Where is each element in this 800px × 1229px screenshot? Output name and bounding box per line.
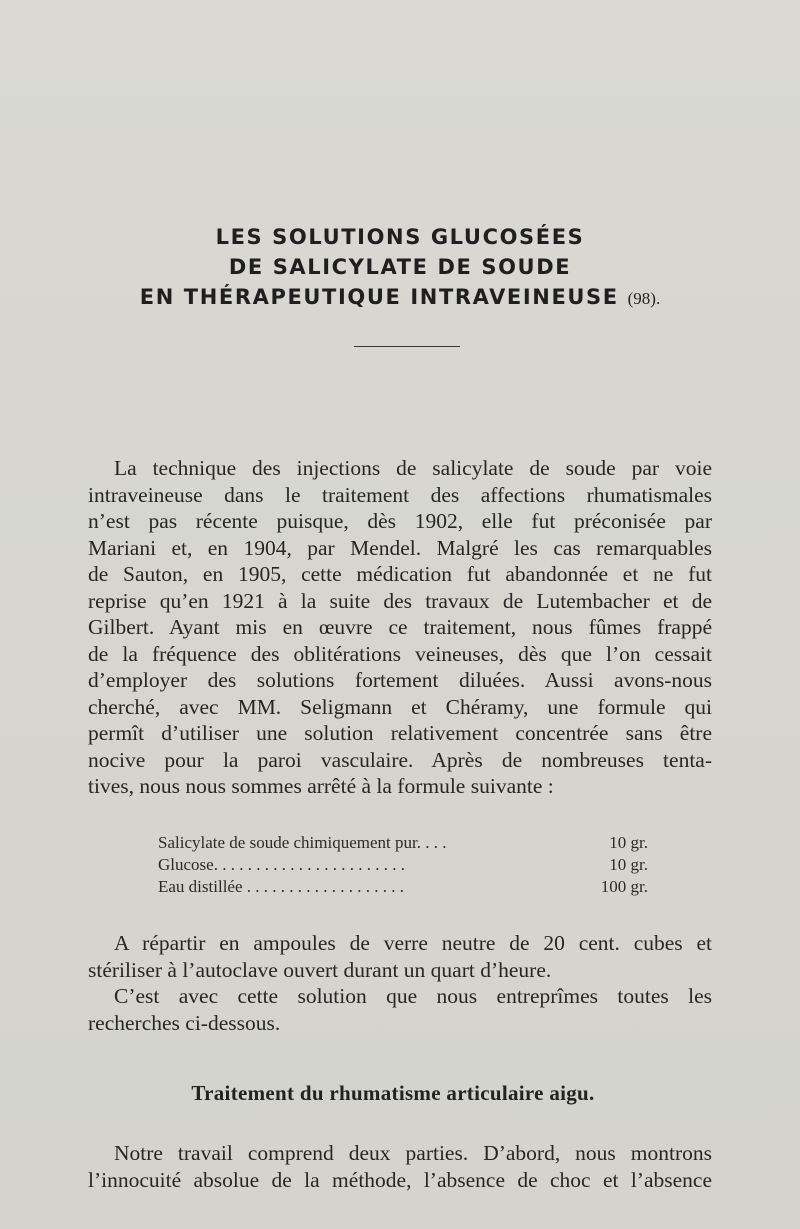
formula-quantity: 10 gr. bbox=[609, 855, 648, 874]
text-line: l’innocuité absolue de la méthode, l’absence de choc et l’absence bbox=[88, 1167, 712, 1192]
formula-row bbox=[158, 832, 648, 854]
text-line: Mariani et, en 1904, par Mendel. Malgré les cas remarquables bbox=[88, 535, 712, 560]
text-line: de Sauton, en 1905, cette médication fut abandonnée et ne fut bbox=[88, 562, 712, 586]
text-line: tives, nous nous sommes arrêté à la formule suivante : bbox=[88, 774, 554, 798]
text-line: de la fréquence des oblitérations veineuses, dès que l’on cessait bbox=[88, 641, 712, 666]
text-line: n’est pas récente puisque, dès 1902, elle fut préconisée par bbox=[88, 509, 712, 533]
formula-quantity: 100 gr. bbox=[600, 877, 648, 896]
text-line: C’est avec cette solution que nous entreprîmes toutes les bbox=[114, 984, 712, 1008]
text-line: intraveineuse dans le traitement des affections rhumatismales bbox=[88, 482, 712, 507]
text-line: stériliser à l’autoclave ouvert durant un quart d’heure. bbox=[88, 957, 552, 982]
text-line: Gilbert. Ayant mis en œuvre ce traitement, nous fûmes frappé bbox=[88, 615, 712, 639]
formula-table bbox=[158, 832, 648, 898]
text-line: reprise qu’en 1921 à la suite des travaux de Lutembacher et de bbox=[88, 588, 712, 613]
formula-ingredient: Glucose. . . . . . . . . . . . . . . . . . . . . . . bbox=[158, 855, 405, 874]
text-line: cherché, avec MM. Seligmann et Chéramy, une formule qui bbox=[88, 694, 712, 719]
formula-quantity: 10 gr. bbox=[609, 833, 648, 852]
text-line: A répartir en ampoules de verre neutre de 20 cent. cubes et bbox=[114, 931, 712, 955]
formula-row bbox=[158, 876, 648, 898]
text-line: recherches ci-dessous. bbox=[88, 1010, 281, 1035]
title-line-1: LES SOLUTIONS GLUCOSÉES bbox=[215, 225, 585, 249]
formula-ingredient: Eau distillée . . . . . . . . . . . . . . . . . . . bbox=[158, 877, 405, 896]
formula-ingredient: Salicylate de soude chimiquement pur. . . . bbox=[158, 833, 447, 852]
article-title bbox=[0, 222, 800, 314]
paragraph-preparation bbox=[88, 930, 712, 1036]
text-line: La technique des injections de salicylate de soude par voie bbox=[114, 456, 712, 480]
text-line: d’employer des solutions fortement diluées. Aussi avons-nous bbox=[88, 668, 712, 692]
text-line: permît d’utiliser une solution relativement concentrée sans être bbox=[88, 721, 712, 745]
text-line: nocive pour la paroi vasculaire. Après de nombreuses tenta- bbox=[88, 747, 712, 772]
paragraph-method bbox=[88, 1140, 712, 1193]
section-heading: Traitement du rhumatisme articulaire aigu. bbox=[191, 1081, 595, 1105]
paragraph-intro bbox=[88, 455, 712, 800]
title-line-2: DE SALICYLATE DE SOUDE bbox=[228, 255, 572, 279]
title-line-3 bbox=[0, 282, 800, 314]
title-divider bbox=[354, 346, 460, 347]
formula-row bbox=[158, 854, 648, 876]
title-line-3-text: EN THÉRAPEUTIQUE INTRAVEINEUSE bbox=[139, 285, 619, 309]
title-reference: (98). bbox=[627, 289, 661, 308]
text-line: Notre travail comprend deux parties. D’abord, nous montrons bbox=[114, 1141, 712, 1165]
